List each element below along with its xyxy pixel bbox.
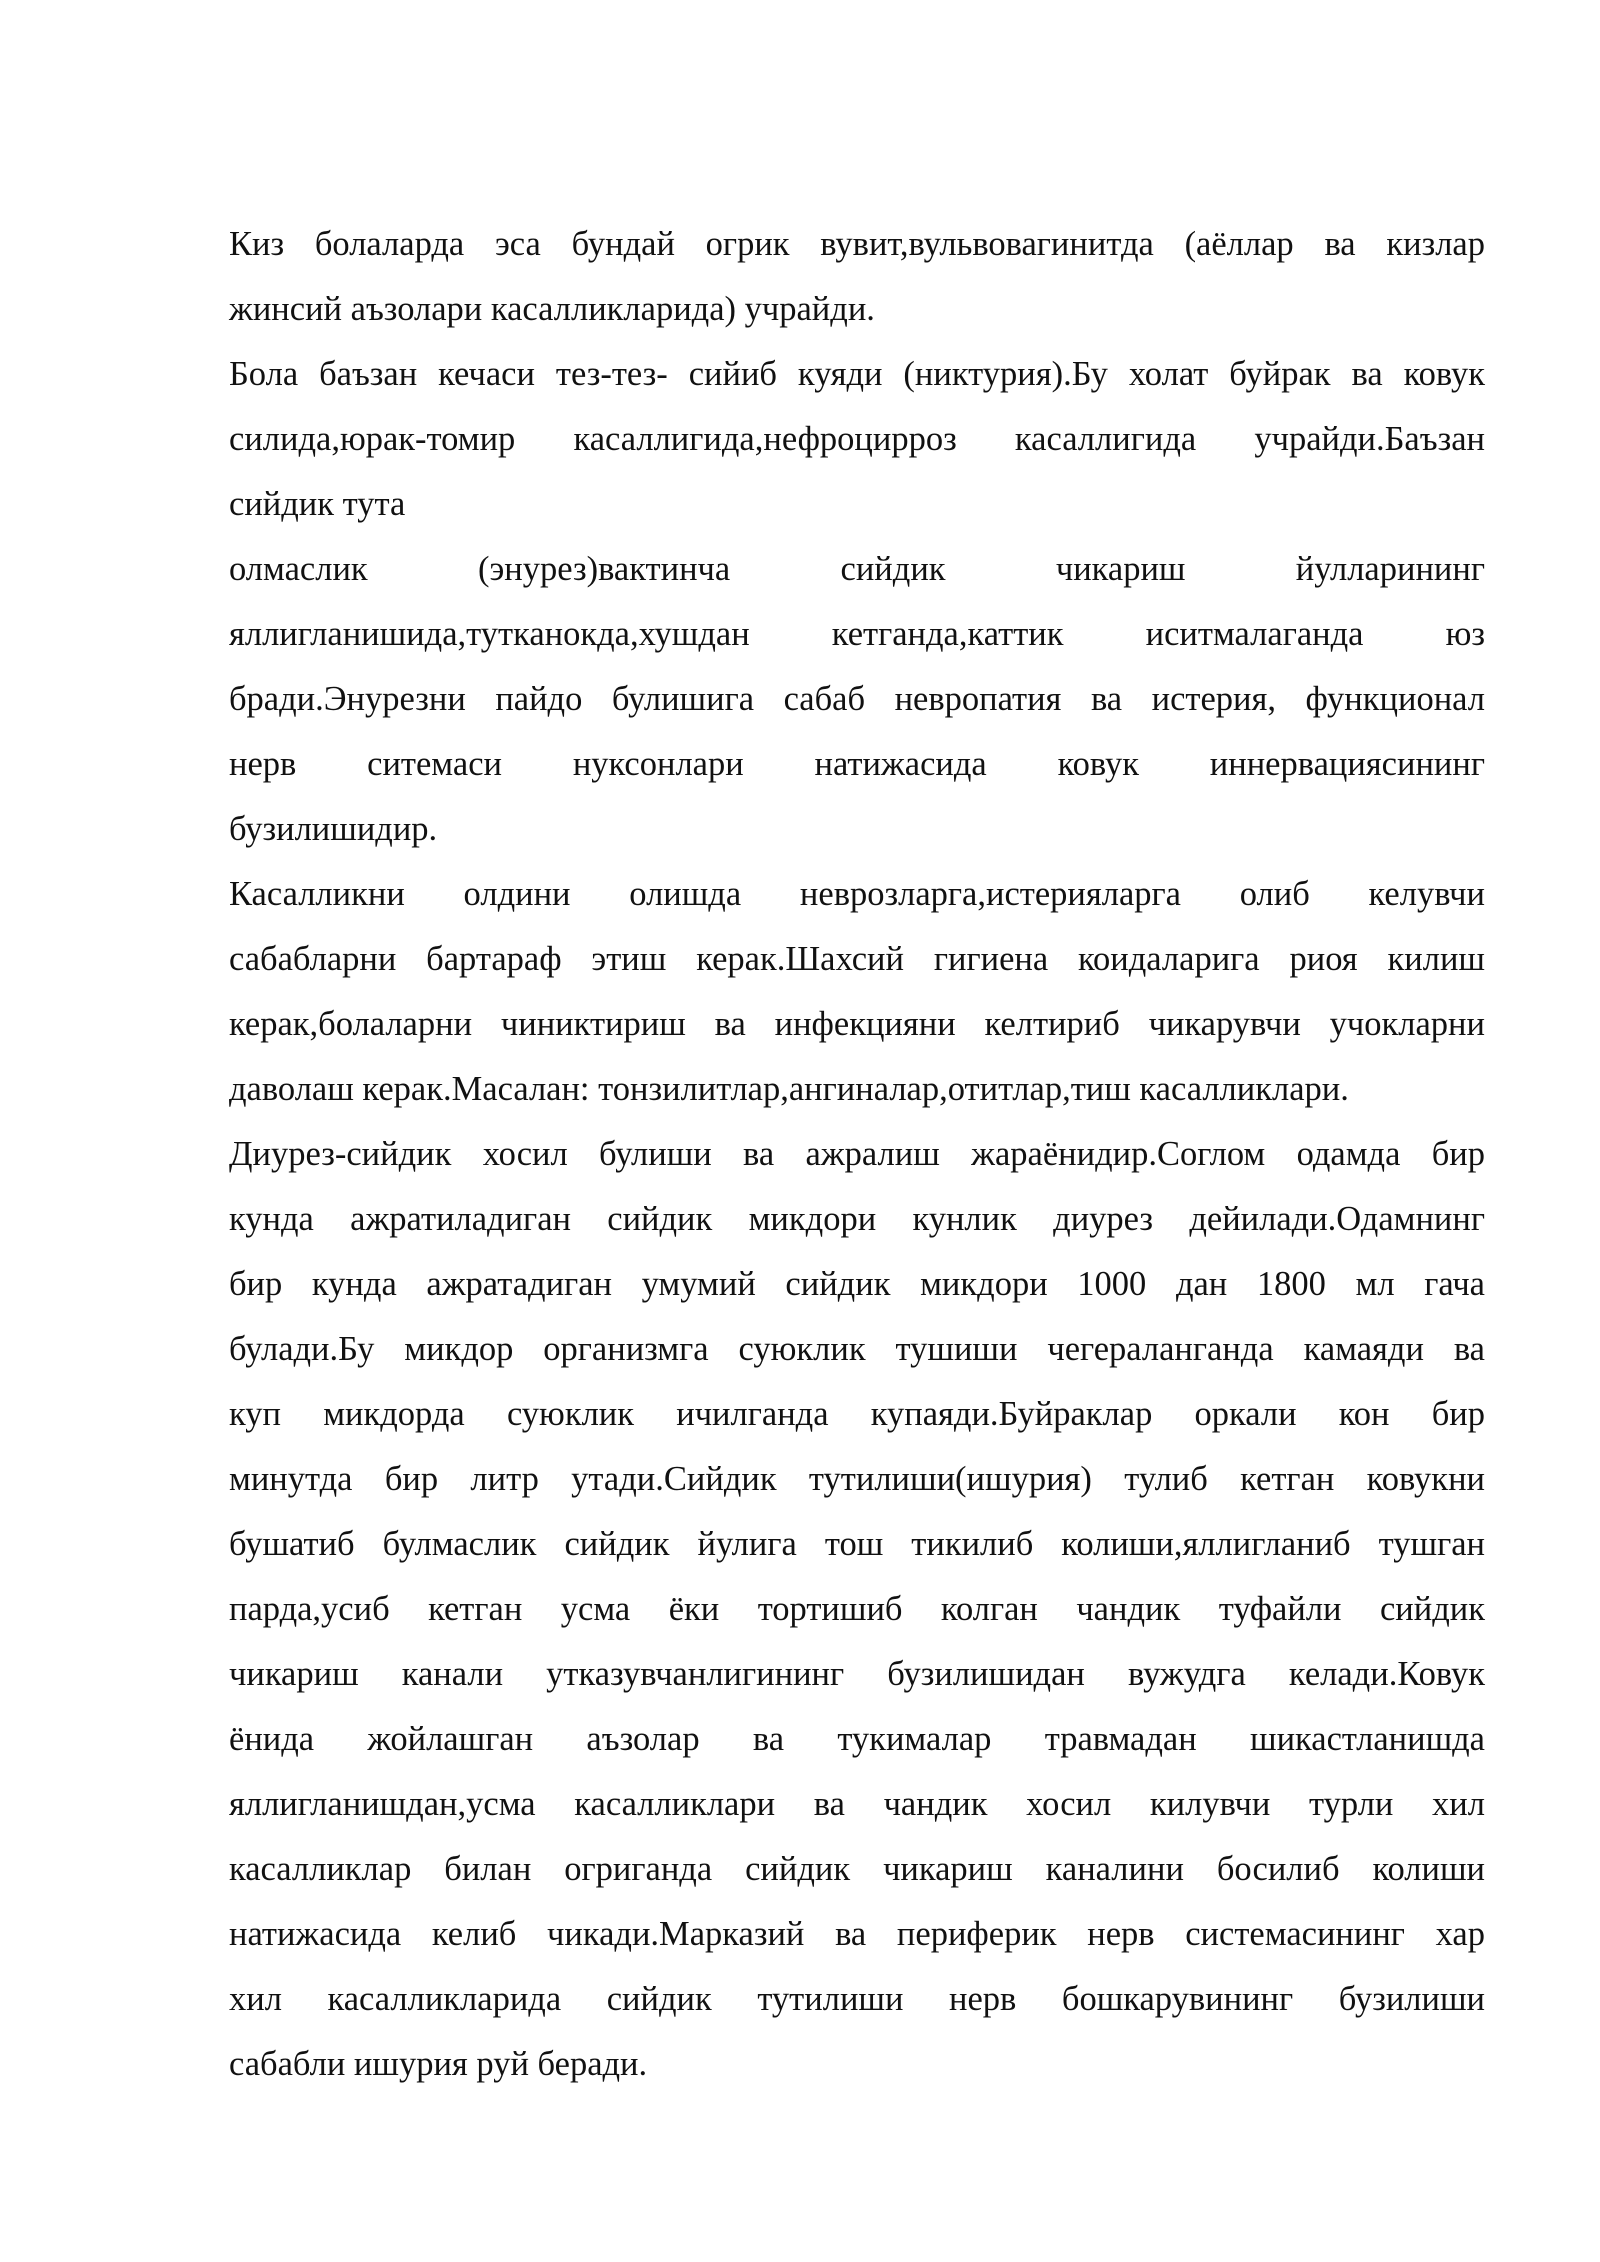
text-line: Диурез-сийдик хосил булиши ва ажралиш жараёнидир.Соглом одамда бир [229,1135,1485,1173]
text-line: бради.Энурезни пайдо булишига сабаб невропатия ва истерия, функционал [229,680,1485,718]
text-line: парда,усиб кетган усма ёки тортишиб колган чандик туфайли сийдик [229,1590,1485,1628]
text-line: Бола баъзан кечаси тез-тез- сийиб куяди (никтурия).Бу холат буйрак ва ковук [229,355,1485,393]
text-line: бузилишидир. [229,810,438,848]
text-line: булади.Бу микдор организмга суюклик тушиши чегераланганда камаяди ва [229,1330,1485,1368]
text-line: чикариш канали утказувчанлигининг бузилишидан вужудга келади.Ковук [229,1655,1485,1693]
text-line: силида,юрак-томир касаллигида,нефроцирроз касаллигида учрайди.Баъзан [229,420,1485,458]
text-line: жинсий аъзолари касалликларида) учрайди. [229,290,875,328]
text-line: яллигланишида,тутканокда,хушдан кетганда,каттик иситмалаганда юз [229,615,1485,653]
text-line: минутда бир литр утади.Сийдик тутилиши(ишурия) тулиб кетган ковукни [229,1460,1485,1498]
text-line: сийдик тута [229,485,406,523]
text-line: керак,болаларни чиниктириш ва инфекцияни келтириб чикарувчи учокларни [229,1005,1485,1043]
text-line: даволаш керак.Масалан: тонзилитлар,ангиналар,отитлар,тиш касалликлари. [229,1070,1349,1108]
text-line: Касалликни олдини олишда неврозларга,истерияларга олиб келувчи [229,875,1485,913]
text-line: олмаслик (энурез)вактинча сийдик чикариш йулларининг [229,550,1485,588]
text-line: сабабли ишурия руй беради. [229,2045,648,2083]
text-line: кунда ажратиладиган сийдик микдори кунлик диурез дейилади.Одамнинг [229,1200,1485,1238]
text-line: сабабларни бартараф этиш керак.Шахсий гигиена коидаларига риоя килиш [229,940,1485,978]
text-line: бушатиб булмаслик сийдик йулига тош тикилиб колиши,яллигланиб тушган [229,1525,1485,1563]
text-line: бир кунда ажратадиган умумий сийдик микдори 1000 дан 1800 мл гача [229,1265,1485,1303]
text-line: натижасида келиб чикади.Марказий ва периферик нерв системасининг хар [229,1915,1485,1953]
text-line: хил касалликларида сийдик тутилиши нерв бошкарувининг бузилиши [229,1980,1485,2018]
document-body-text [229,212,1485,2097]
text-line: Киз болаларда эса бундай огрик вувит,вульвовагинитда (аёллар ва кизлар [229,225,1485,263]
text-line: нерв ситемаси нуксонлари натижасида ковук иннервациясининг [229,745,1485,783]
text-line: куп микдорда суюклик ичилганда купаяди.Буйраклар оркали кон бир [229,1395,1485,1433]
text-line: касалликлар билан огриганда сийдик чикариш каналини босилиб колиши [229,1850,1485,1888]
text-line: ёнида жойлашган аъзолар ва тукималар травмадан шикастланишда [229,1720,1485,1758]
text-line: яллигланишдан,усма касалликлари ва чандик хосил килувчи турли хил [229,1785,1485,1823]
